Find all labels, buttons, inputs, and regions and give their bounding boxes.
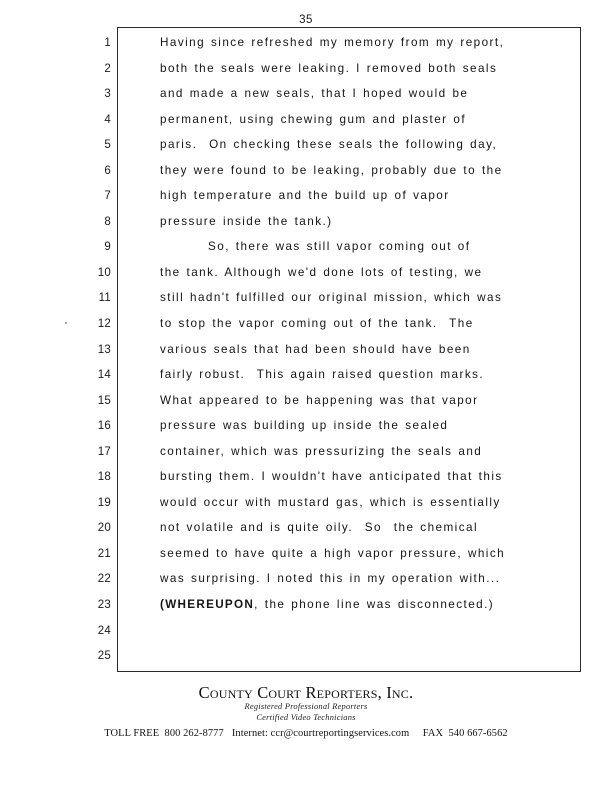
line-number: 4: [104, 113, 111, 126]
line-number: 20: [97, 522, 111, 535]
line-number: 24: [97, 624, 111, 637]
line-number: 9: [104, 241, 111, 254]
line-number: 16: [97, 420, 111, 433]
transcript-line-row: [0, 34, 612, 60]
line-text: permanent, using chewing gum and plaster of: [160, 112, 467, 126]
line-number: 12: [97, 318, 111, 331]
line-text: container, which was pressurizing the seals and: [160, 444, 483, 458]
footer-subtitle-technicians: Certified Video Technicians: [256, 712, 356, 722]
transcript-line-row: [0, 341, 612, 367]
line-number: 19: [97, 496, 111, 509]
line-number: 6: [104, 164, 111, 177]
transcript-line-row: [0, 315, 612, 341]
transcript-line-row: [0, 545, 612, 571]
transcript-line-row: [0, 494, 612, 520]
transcript-line-row: [0, 213, 612, 239]
line-text: bursting them. I wouldn't have anticipated that this: [160, 470, 503, 484]
transcript-line-row: [0, 264, 612, 290]
transcript-line-row: [0, 162, 612, 188]
transcript-line-row: [0, 60, 612, 86]
line-text: was surprising. I noted this in my operation with...: [160, 572, 501, 586]
transcript-line-row: [0, 647, 612, 673]
transcript-line-row: [0, 417, 612, 443]
line-number: 13: [97, 343, 111, 356]
line-number: 7: [104, 190, 111, 203]
line-text: the tank. Although we'd done lots of testing, we: [160, 265, 483, 279]
line-text-rest: , the phone line was disconnected.): [254, 598, 495, 612]
transcript-line-row: [0, 366, 612, 392]
line-text: paris. On checking these seals the following day,: [160, 138, 498, 152]
transcript-line-row: [0, 111, 612, 137]
transcript-line-row: [0, 622, 612, 648]
transcript-line-row: [0, 136, 612, 162]
line-number: 17: [97, 445, 111, 458]
footer-company-name: County Court Reporters, Inc.: [198, 683, 414, 702]
line-text: not volatile and is quite oily. So the chemical: [160, 521, 479, 535]
line-text: fairly robust. This again raised question marks.: [160, 368, 485, 382]
line-text: What appeared to be happening was that vapor: [160, 393, 479, 407]
transcript-lines: [0, 34, 612, 673]
transcript-line-row: [0, 443, 612, 469]
line-number: 18: [97, 471, 111, 484]
line-text: they were found to be leaking, probably due to the: [160, 163, 503, 177]
line-text-bold: (WHEREUPON: [160, 598, 255, 612]
transcript-line-row: [0, 85, 612, 111]
line-text: various seals that had been should have been: [160, 342, 471, 356]
line-text: both the seals were leaking. I removed both seals: [160, 61, 498, 75]
transcript-line-row: [0, 519, 612, 545]
line-text: pressure was building up inside the sealed: [160, 419, 449, 433]
line-text: Having since refreshed my memory from my report,: [160, 36, 505, 49]
footer-contact-line: TOLL FREE 800 262-8777 Internet: ccr@courtreportingservices.com FAX 540 667-6562: [104, 728, 508, 739]
line-number: 23: [97, 599, 111, 612]
line-number: 1: [104, 37, 111, 49]
line-text: would occur with mustard gas, which is essentially: [160, 495, 501, 509]
line-text: [160, 598, 575, 611]
line-number: 21: [97, 547, 111, 560]
line-text: high temperature and the build up of vapor: [160, 189, 450, 203]
page-number: 35: [299, 14, 313, 26]
line-text: pressure inside the tank.): [160, 214, 333, 228]
line-number: 11: [98, 292, 111, 305]
line-text: to stop the vapor coming out of the tank. The: [160, 317, 474, 331]
transcript-line-row: [0, 238, 612, 264]
line-text: and made a new seals, that I hoped would be: [160, 87, 469, 101]
line-number: 10: [97, 266, 111, 279]
line-text: So, there was still vapor coming out of: [208, 240, 471, 254]
line-number: 3: [104, 88, 111, 101]
line-text: still hadn't fulfilled our original mission, which was: [160, 291, 503, 305]
transcript-line-row: [0, 570, 612, 596]
footer-subtitle-reporters: Registered Professional Reporters: [244, 702, 368, 711]
line-number: 22: [97, 573, 111, 586]
transcript-line-row: [0, 289, 612, 315]
line-number: 14: [97, 369, 111, 382]
transcript-line-row: [0, 392, 612, 418]
line-text: seemed to have quite a high vapor pressure, which: [160, 546, 506, 560]
line-number: 2: [104, 62, 111, 75]
transcript-line-row: [0, 596, 612, 622]
transcript-line-row: [0, 187, 612, 213]
line-number: 25: [97, 650, 111, 663]
line-number: 8: [104, 215, 111, 228]
transcript-line-row: [0, 468, 612, 494]
line-number: 5: [104, 139, 111, 152]
line-number: 15: [97, 394, 111, 407]
page-footer: [0, 683, 612, 739]
